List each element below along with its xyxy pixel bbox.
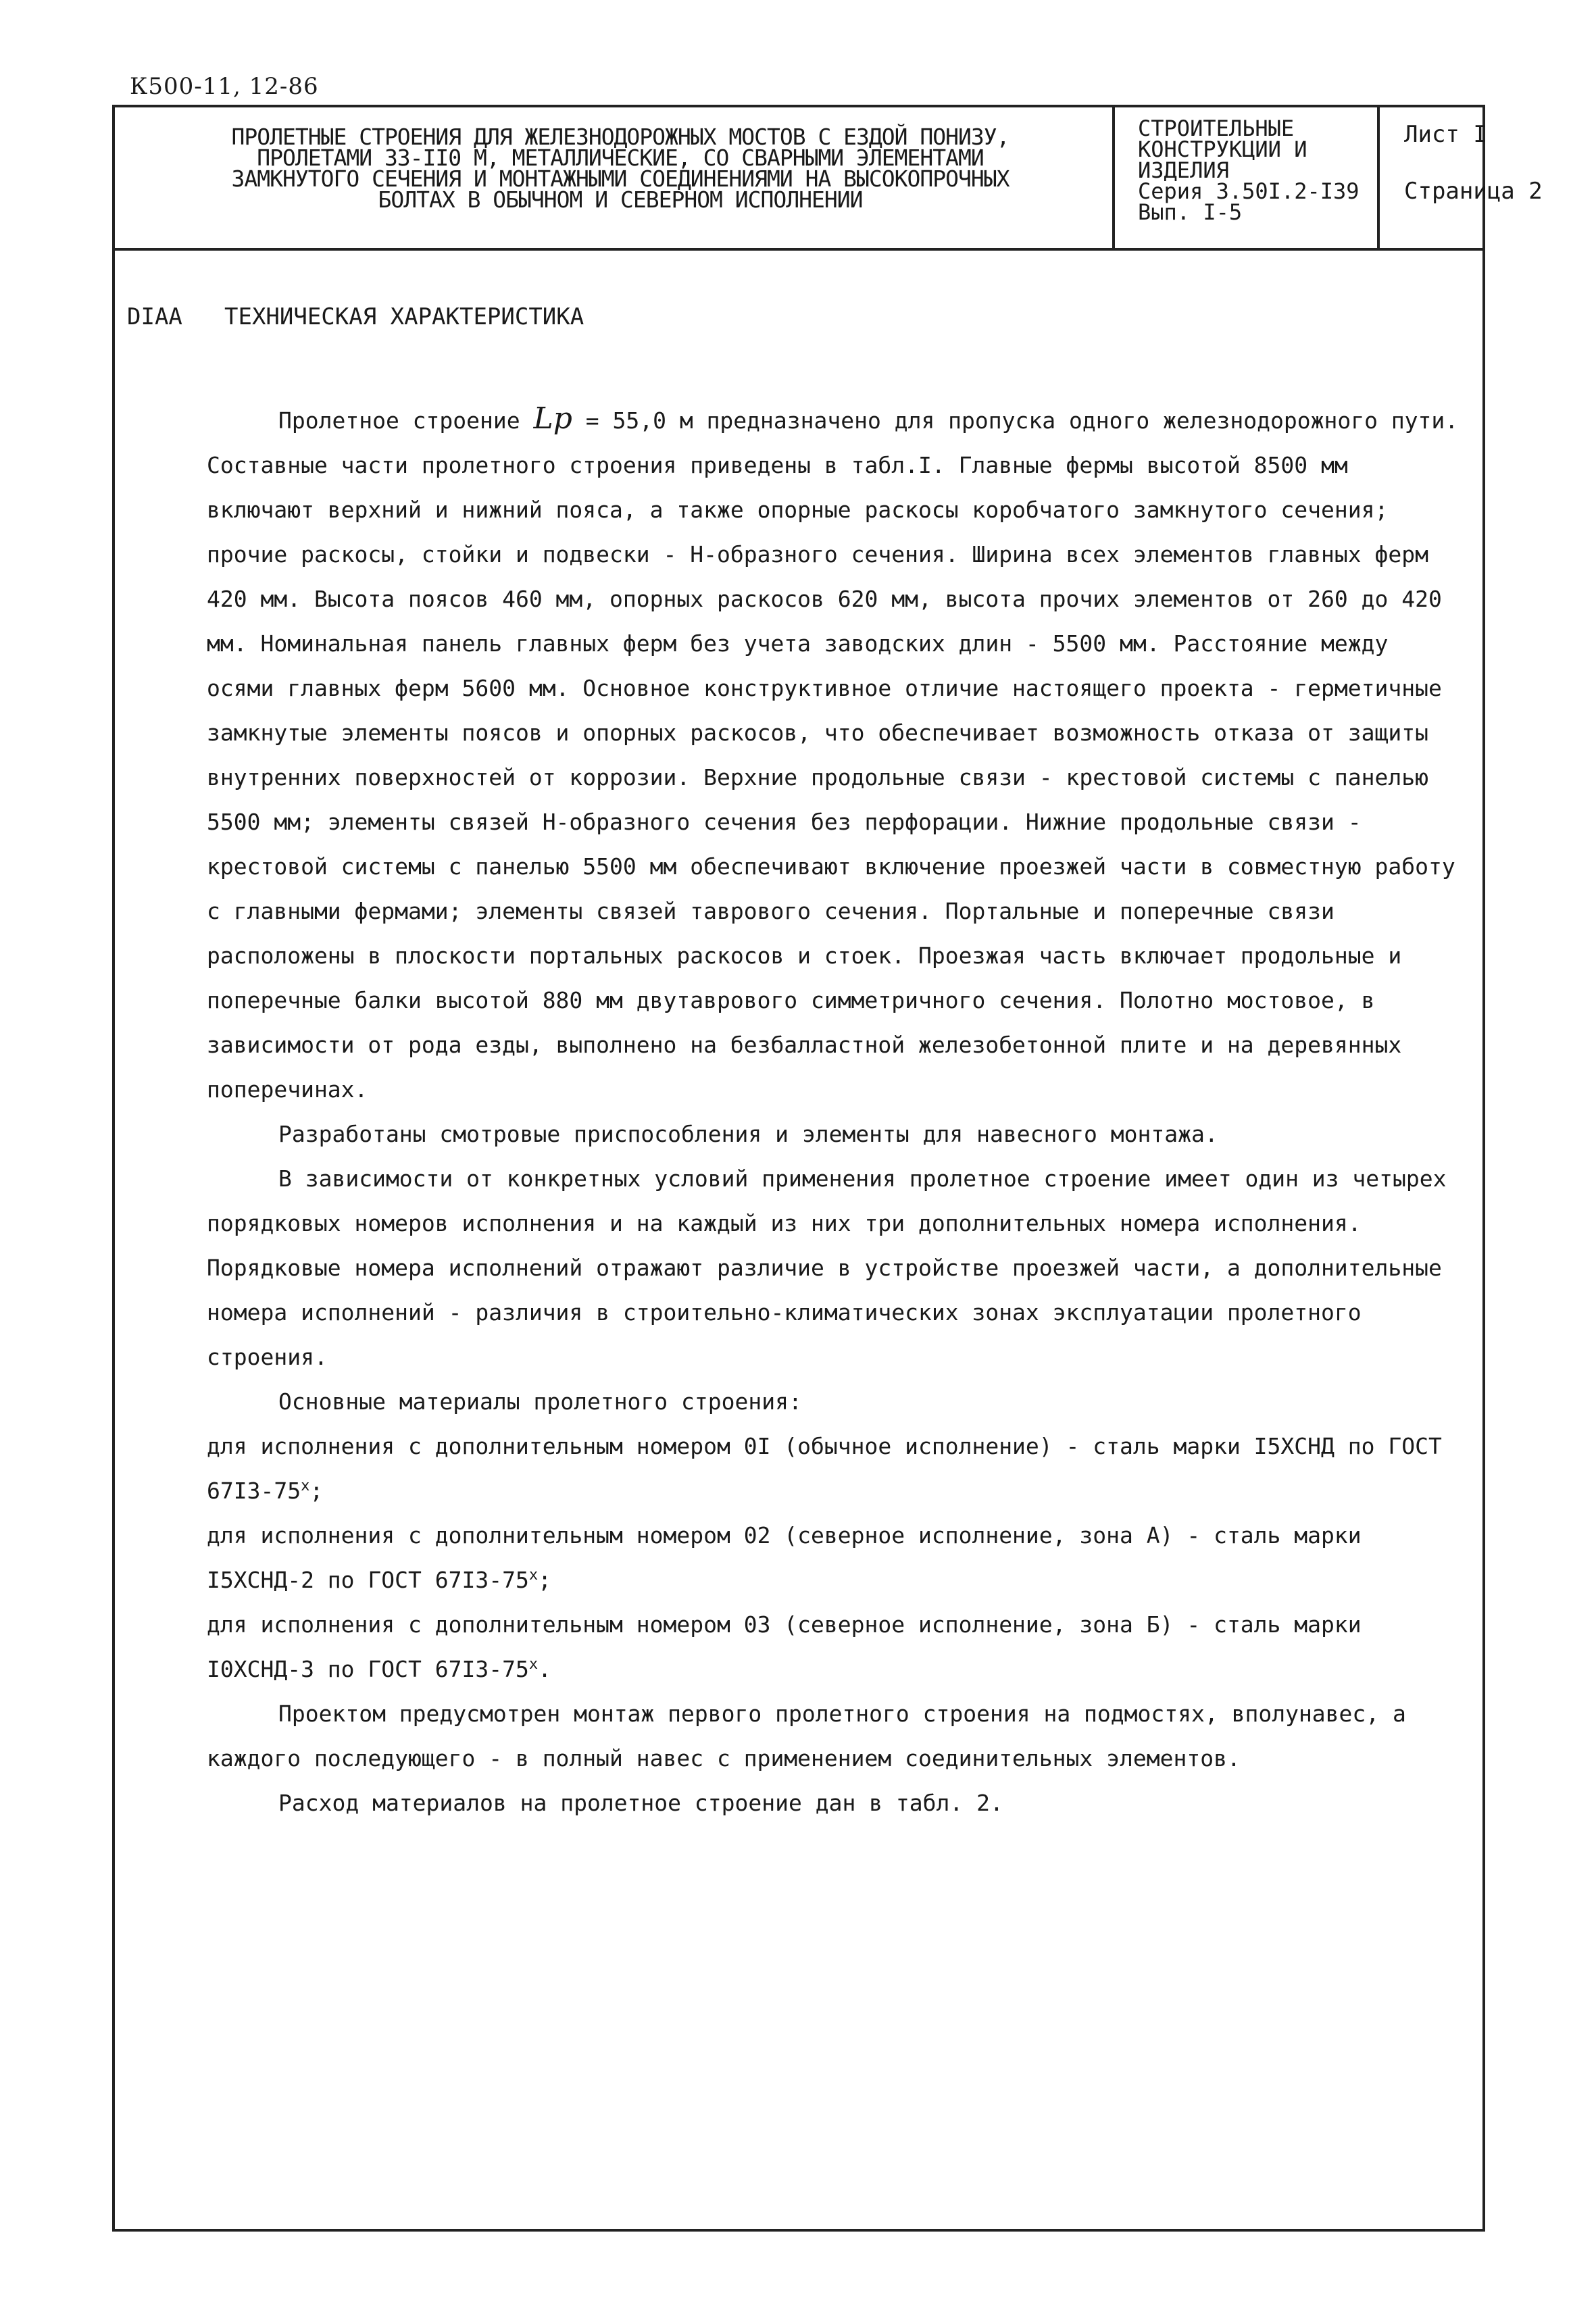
title-line: ЗАМКНУТОГО СЕЧЕНИЯ И МОНТАЖНЫМИ СОЕДИНЕНИЯМИ НА ВЫСОКОПРОЧНЫХ	[231, 166, 1009, 192]
material-text: для исполнения с дополнительным номером 0I (обычное исполнение) - сталь марки I5ХСНД по ГОСТ 67I3-75	[207, 1433, 1442, 1504]
punctuation: ;	[309, 1478, 324, 1504]
series-line: Вып. I-5	[1138, 199, 1243, 225]
series-line: СТРОИТЕЛЬНЫЕ	[1138, 116, 1295, 141]
paragraph: Основные материалы пролетного строения:	[278, 1388, 802, 1415]
punctuation: .	[538, 1656, 551, 1682]
series-line: Серия 3.50I.2-I39	[1138, 178, 1360, 204]
paragraph: Проектом предусмотрен монтаж первого пролетного строения на подмостях, вполунавес, а каждого последующего - в полный навес с применением соединительных элементов.	[207, 1701, 1406, 1771]
page-number: Страница 2	[1404, 178, 1543, 205]
body-text	[207, 397, 1464, 1826]
title-line: ПРОЛЕТАМИ 33-II0 М, МЕТАЛЛИЧЕСКИЕ, СО СВАРНЫМИ ЭЛЕМЕНТАМИ	[257, 145, 984, 171]
title-block	[115, 107, 1543, 251]
material-text: для исполнения с дополнительным номером 03 (северное исполнение, зона Б) - сталь марки I0ХСНД-3 по ГОСТ 67I3-75	[207, 1611, 1362, 1682]
paragraph: Разработаны смотровые приспособления и элементы для навесного монтажа.	[278, 1121, 1218, 1147]
title-line: БОЛТАХ В ОБЫЧНОМ И СЕВЕРНОМ ИСПОЛНЕНИИ	[378, 186, 863, 213]
paragraph-text: = 55,0 м предназначено для пропуска одного железнодорожного пути. Составные части пролетного строения приведены в табл.I. Главные фермы высотой 8500 мм включают верхний и нижний пояса, а также опорные раскосы коробчатого замкнутого сечения; прочие раскосы, стойки и подвески - Н-образного сечения. Ширина всех элементов главных ферм 420 мм. Высота поясов 460 мм, опорных раскосов 620 мм, высота прочих элементов от 260 до 420 мм. Номинальная панель главных ферм без учета заводских длин - 5500 мм. Расстояние между осями главных ферм 5600 мм. Основное конструктивное отличие настоящего проекта - герметичные замкнутые элементы поясов и опорных раскосов, что обеспечивает возможность отказа от защиты внутренних поверхностей от коррозии. Верхние продольные связи - крестовой системы с панелью 5500 мм; элементы связей Н-образного сечения без перфорации. Нижние продольные связи - крестовой системы с панелью 5500 мм обеспечивают включение проезжей части в совместную работу с главными фермами; элементы связей таврового сечения. Портальные и поперечные связи расположены в плоскости портальных раскосов и стоек. Проезжая часть включает продольные и поперечные балки высотой 880 мм двутаврового симметричного сечения. Полотно мостовое, в зависимости от рода езды, выполнено на безбалластной железобетонной плите и на деревянных поперечинах.	[207, 407, 1459, 1103]
section-heading	[127, 303, 584, 330]
paragraph: Расход материалов на пролетное строение дан в табл. 2.	[278, 1790, 1003, 1816]
material-item	[207, 1424, 1464, 1513]
page-frame	[112, 105, 1543, 2232]
span-length-symbol: Lр	[533, 401, 572, 436]
section-title: ТЕХНИЧЕСКАЯ ХАРАКТЕРИСТИКА	[224, 303, 584, 330]
series-info	[1138, 118, 1360, 223]
series-line: ИЗДЕЛИЯ	[1138, 157, 1229, 183]
sheet-info	[1404, 121, 1543, 205]
superscript: х	[301, 1478, 310, 1494]
section-code: DIAA	[127, 303, 182, 330]
paragraph	[207, 397, 1464, 1112]
paragraph-text: Пролетное строение	[278, 407, 534, 434]
material-item	[207, 1513, 1464, 1603]
paragraph: В зависимости от конкретных условий применения пролетное строение имеет один из четырех порядковых номеров исполнения и на каждый из них три дополнительных номера исполнения. Порядковые номера исполнений отражают различие в устройстве проезжей части, а дополнительные номера исполнений - различия в строительно-климатических зонах эксплуатации пролетного строения.	[207, 1165, 1447, 1370]
sheet-number: Лист I	[1404, 121, 1487, 148]
material-item	[207, 1603, 1464, 1692]
material-text: для исполнения с дополнительным номером 02 (северное исполнение, зона А) - сталь марки I5ХСНД-2 по ГОСТ 67I3-75	[207, 1522, 1362, 1593]
title-line: ПРОЛЕТНЫЕ СТРОЕНИЯ ДЛЯ ЖЕЛЕЗНОДОРОЖНЫХ МОСТОВ С ЕЗДОЙ ПОНИЗУ,	[231, 124, 1009, 150]
superscript: х	[528, 1567, 539, 1584]
punctuation: ;	[538, 1567, 551, 1593]
superscript: х	[528, 1656, 539, 1673]
title-block-divider	[1377, 107, 1380, 248]
document-code: К500-11, 12-86	[130, 73, 319, 100]
series-line: КОНСТРУКЦИИ И	[1138, 136, 1307, 162]
document-title	[127, 124, 1114, 213]
